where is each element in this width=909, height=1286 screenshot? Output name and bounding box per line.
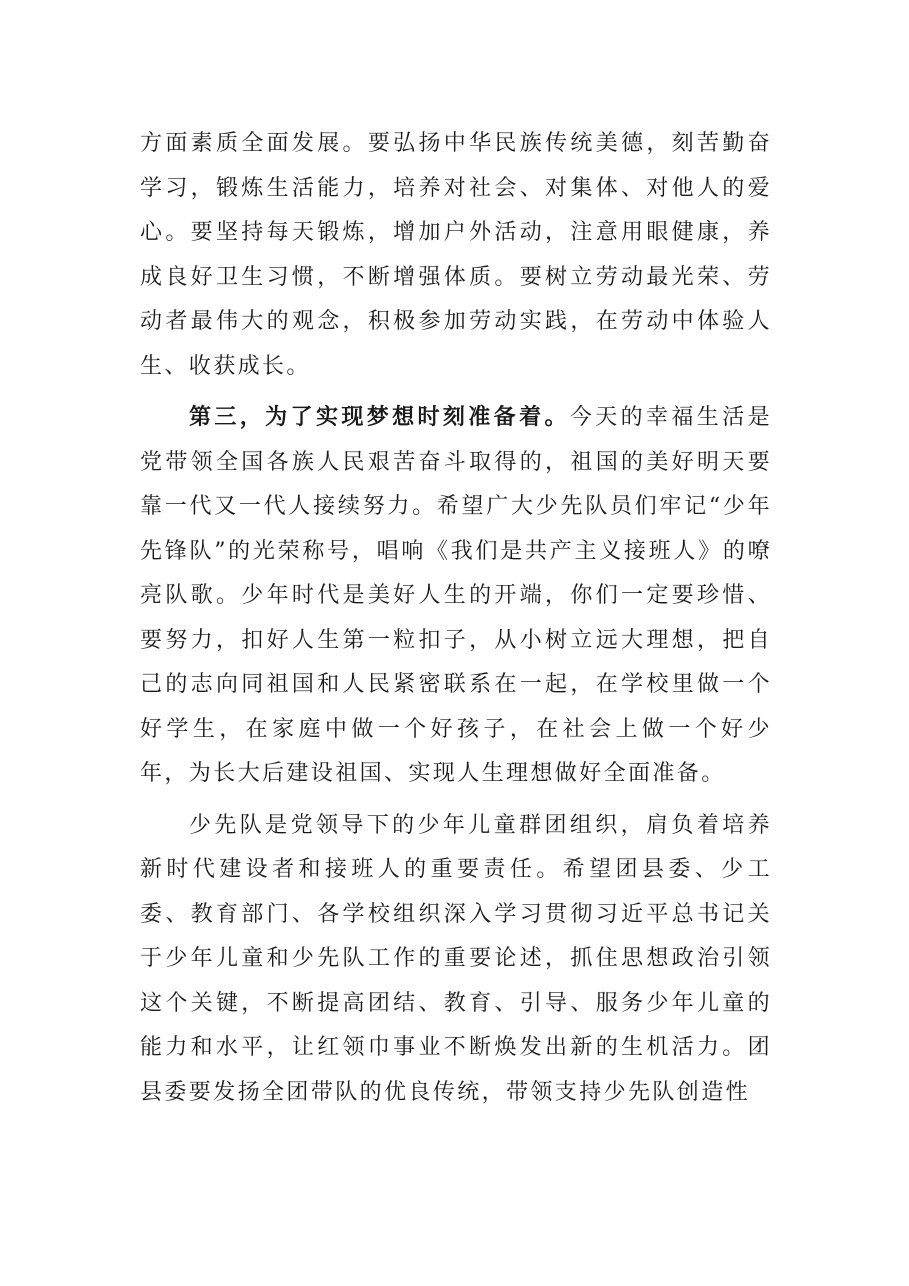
paragraph-text: 今天的幸福生活是党带领全国各族人民艰苦奋斗取得的，祖国的美好明天要靠一代又一代人接续努力。希望广大少先队员们牢记“少年先锋队”的光荣称号，唱响《我们是共产主义接班人》的嘹亮队歌。少年时代是美好人生的开端，你们一定要珍惜、要努力，扣好人生第一粒扣子，从小树立远大理想，把自己的志向同祖国和人民紧密联系在一起，在学校里做一个好学生，在家庭中做一个好孩子，在社会上做一个好少年，为长大后建设祖国、实现人生理想做好全面准备。 xyxy=(140,405,772,786)
paragraph-young-pioneers xyxy=(140,804,772,1116)
paragraph-third-point xyxy=(140,396,772,797)
paragraph-continuation xyxy=(140,122,772,389)
paragraph-heading: 第三，为了实现梦想时刻准备着。 xyxy=(189,405,570,430)
paragraph-text: 少先队是党领导下的少年儿童群团组织，肩负着培养新时代建设者和接班人的重要责任。希望团县委、少工委、教育部门、各学校组织深入学习贯彻习近平总书记关于少年儿童和少先队工作的重要论述，抓住思想政治引领这个关键，不断提高团结、教育、引导、服务少年儿童的能力和水平，让红领巾事业不断焕发出新的生机活力。团县委要发扬全团带队的优良传统，带领支持少先队创造性 xyxy=(140,812,772,1105)
paragraph-text: 方面素质全面发展。要弘扬中华民族传统美德，刻苦勤奋学习，锻炼生活能力，培养对社会、对集体、对他人的爱心。要坚持每天锻炼，增加户外活动，注意用眼健康，养成良好卫生习惯，不断增强体质。要树立劳动最光荣、劳动者最伟大的观念，积极参加劳动实践，在劳动中体验人生、收获成长。 xyxy=(140,131,772,379)
document-page xyxy=(140,122,772,1115)
